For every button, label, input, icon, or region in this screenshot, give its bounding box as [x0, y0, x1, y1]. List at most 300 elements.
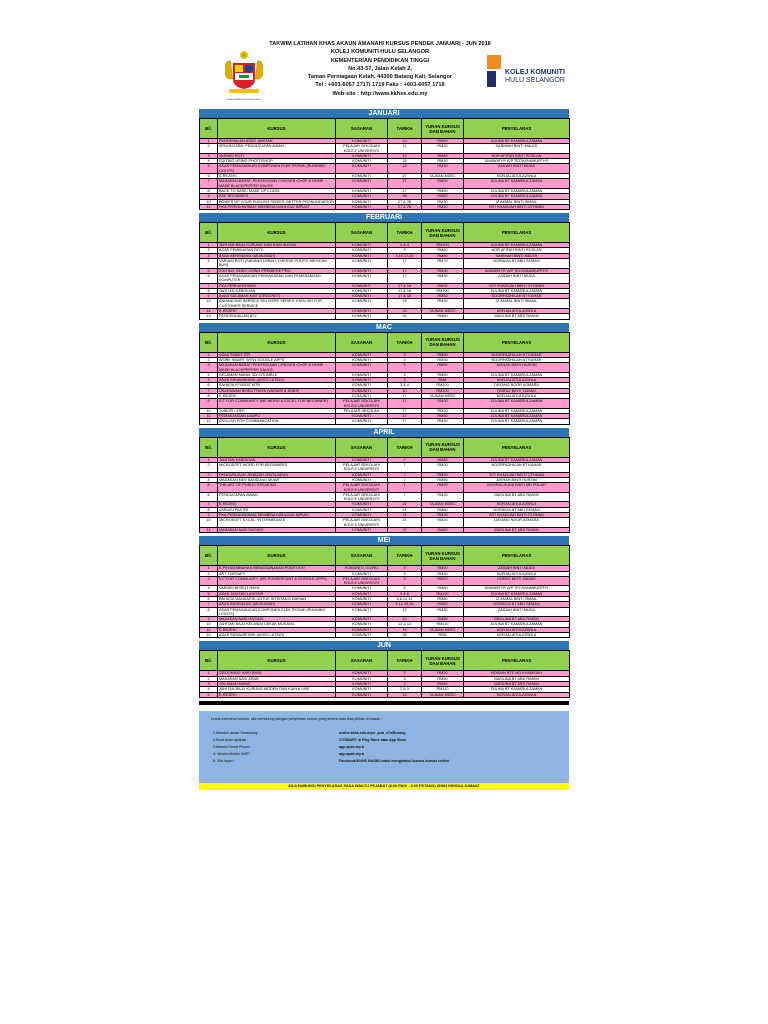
cell-tarikh: 10 [388, 388, 422, 393]
cell-tarikh: 11 [388, 144, 422, 154]
timetable-document [199, 27, 569, 790]
cell-tarikh: 17 [388, 393, 422, 398]
cell-kursus: MICROSOFT EXCEL: INTERMEDIATE [218, 518, 336, 528]
course-table [199, 545, 570, 638]
cell-bil: 4 [200, 687, 218, 692]
cell-penyelaras: ZAIDAH BINTI MUDA [464, 607, 570, 617]
cell-kursus: ENGLISH FOR COMMUNICATION [218, 419, 336, 424]
cell-penyelaras: ZULINA BT KAMARULZAMAN [464, 457, 570, 462]
cell-bil: 10 [200, 299, 218, 309]
cell-kursus: ASAS PEMASANGAN KOMPONEN ELEKTRONIK (RUNNING LIGHTS) [218, 607, 336, 617]
cell-sasaran: KOMUNITI [336, 692, 388, 697]
cell-tarikh: 3 [388, 681, 422, 686]
cell-penyelaras: NORJALIATULAZWILA [464, 633, 570, 638]
cell-kursus: VARIASI BISKUT RAYA [218, 586, 336, 591]
cell-yuran: RM80 [422, 597, 464, 602]
table-row [200, 419, 570, 424]
cell-bil: 10 [200, 622, 218, 627]
cell-tarikh: 3,10,17,24 [388, 253, 422, 258]
cell-bil: 2 [200, 144, 218, 154]
cell-yuran: RM30 [422, 159, 464, 164]
cell-tarikh: 7 [388, 457, 422, 462]
cell-kursus: PENGENALAN ASAS JAHITAN [218, 139, 336, 144]
cell-yuran: TAJAAN MDEC [422, 692, 464, 697]
cell-bil: 9 [200, 194, 218, 199]
cell-kursus: MASAKAN MEE BANDUNG MUAR [218, 477, 336, 482]
cell-penyelaras: NOORFADHILAH BT KAHAR [464, 357, 570, 362]
month-title: JANUARI [199, 109, 569, 118]
cell-tarikh: 5 [388, 586, 422, 591]
cell-kursus: MASAKAN NASI DAGING [218, 527, 336, 532]
cell-sasaran: KOMUNITI [336, 388, 388, 393]
cell-tarikh: 13 [388, 153, 422, 158]
cell-penyelaras: SITI KHADIJAH BINTI OTHMAN [464, 513, 570, 518]
cell-sasaran: KOMUNITI [336, 527, 388, 532]
cell-kursus: ASAS SENAMROBIK (AERO LATINO) [218, 633, 336, 638]
cell-penyelaras: MASLINA BT ABD RAHIM [464, 617, 570, 622]
cell-yuran: TAJAAN MDEC [422, 393, 464, 398]
cell-yuran: RM20 [422, 492, 464, 502]
cell-yuran: TAJAAN MDEC [422, 502, 464, 507]
office-hours-notice: SILA HUBUNGI PENYELARAS PADA WAKTU PEJABAT (8.00 PAGI - 5.00 PETANG) ISNIN HINGGA JUMAAT [199, 783, 569, 790]
cell-tarikh: 3 & 4 [388, 383, 422, 388]
cell-kursus: BAHASA ISYARAT MTB [218, 383, 336, 388]
channel-value[interactable]: online.kkhs.edu.my/e_pub_s7s/Borang [339, 730, 406, 735]
cell-kursus: JAHITAN KARDIGAN [218, 457, 336, 462]
cell-sasaran: KOMUNITI [336, 283, 388, 288]
cell-yuran: RM60 [422, 617, 464, 622]
cell-penyelaras: FAIRUZ BINTI ZAMAH [464, 576, 570, 586]
cell-yuran: RM30 [422, 419, 464, 424]
cell-kursus: MASAKAN NASI ARAB [218, 676, 336, 681]
column-header-bil: Bil. [200, 223, 218, 243]
cell-sasaran: KOMUNITI [336, 253, 388, 258]
cell-yuran: RM110 [422, 591, 464, 596]
table-row [200, 492, 570, 502]
cell-penyelaras: NORJALIATULAZWILA [464, 627, 570, 632]
cell-kursus: VARIASI ROTI (SARANG LEBAH, CHEESE PLAITS, MEXICAN BUN) [218, 259, 336, 269]
cell-bil: 2 [200, 357, 218, 362]
cell-penyelaras: NORAIDA BT ABU SEMAN [464, 602, 570, 607]
cell-penyelaras: SITI KHADIJAH BINTI OTHMAN [464, 472, 570, 477]
column-header-kursus: KURSUS [218, 437, 336, 457]
cell-sasaran: KOMUNITI [336, 607, 388, 617]
cell-penyelaras: UMAWATHY A/P TECHANAMURTHY [464, 268, 570, 273]
cell-tarikh: 3 [388, 363, 422, 373]
cell-penyelaras: UMAWATHY A/P TECHANAMURTHY [464, 586, 570, 591]
cell-kursus: ICT FOR COMMUNITY (MS WORD & EXCEL FOR BEGINNER) [218, 399, 336, 409]
table-row [200, 179, 570, 189]
cell-sasaran: KOMUNITI [336, 378, 388, 383]
column-header-kursus: KURSUS [218, 223, 336, 243]
cell-sasaran: KOMUNITI [336, 194, 388, 199]
cell-tarikh: 7 [388, 463, 422, 473]
cell-bil: 11 [200, 414, 218, 419]
cell-yuran: RM50 [422, 363, 464, 373]
cell-bil: 8 [200, 288, 218, 293]
cell-sasaran: KOMUNITI [336, 419, 388, 424]
cell-bil: 12 [200, 633, 218, 638]
cell-sasaran: KOMUNITI [336, 457, 388, 462]
cell-sasaran: KOMUNITI [336, 159, 388, 164]
cell-tarikh: 27 [388, 179, 422, 189]
cell-kursus: ASAS BERENANG (MUSLIMAH) [218, 253, 336, 258]
month-section-jun [199, 641, 569, 697]
table-row [200, 607, 570, 617]
cell-yuran: RM30 [422, 204, 464, 209]
cell-kursus: MASAKAN NASI DAGING [218, 617, 336, 622]
cell-kursus: ASAS SULAMAN KAIT (CROCHET) [218, 294, 336, 299]
cell-tarikh: 24 [388, 314, 422, 319]
cell-bil: 5 [200, 164, 218, 174]
cell-penyelaras: ZULINA BT KAMARULZAMAN [464, 288, 570, 293]
header-line: No.43-57, Jalan Kelah 2, [348, 65, 412, 72]
cell-kursus: KEK BROWNIES [218, 194, 336, 199]
cell-penyelaras: NORAIDA BT ABU SEMAN [464, 259, 570, 269]
channel-value[interactable]: app.apah.my.b [339, 751, 364, 756]
cell-sasaran: KOMUNITI [336, 179, 388, 189]
cell-kursus: EDITING USING PHOTOSHOP [218, 159, 336, 164]
cell-penyelaras: DAYANG NOOR ASMARA [464, 383, 570, 388]
cell-kursus: ASAS SENAMROBIK (AERO LATINO) [218, 378, 336, 383]
cell-tarikh: 24 [388, 309, 422, 314]
cell-yuran: TAJAAN MDEC [422, 174, 464, 179]
cell-penyelaras: NOR AFIFAH BINTI ROSLAN [464, 153, 570, 158]
cell-bil: 11 [200, 309, 218, 314]
cell-sasaran: KOMUNITI [336, 617, 388, 622]
cell-bil: 10 [200, 199, 218, 204]
cell-tarikh: 3 [388, 248, 422, 253]
cell-sasaran: KOMUNITI [336, 139, 388, 144]
cell-penyelaras: AISHAH BINTI HUSSIN [464, 363, 570, 373]
column-header-yuran: YURAN KURSUS DAN BAHAN [422, 332, 464, 352]
cell-bil: 3 [200, 253, 218, 258]
cell-tarikh: 17 & 18 [388, 283, 422, 288]
cell-bil: 11 [200, 204, 218, 209]
cell-sasaran: KOMUNITI [336, 586, 388, 591]
cell-yuran: RM30 [422, 607, 464, 617]
cell-kursus: E-REZEKI [218, 393, 336, 398]
cell-sasaran: PELAJAR SEKOLAH/ KOLEJ/ UNIVERSITI [336, 576, 388, 586]
cell-tarikh: 12 & 13 [388, 622, 422, 627]
column-header-penyelaras: PENYELARAS [464, 651, 570, 671]
cell-penyelaras: NORJALIATULAZWILA [464, 502, 570, 507]
cell-yuran: RM30 [422, 513, 464, 518]
column-header-sasaran: SASARAN [336, 332, 388, 352]
column-header-bil: Bil. [200, 546, 218, 566]
cell-bil: 1 [200, 457, 218, 462]
table-header-row [200, 437, 570, 457]
cell-sasaran: KOMUNITI [336, 363, 388, 373]
cell-bil: 6 [200, 492, 218, 502]
cell-tarikh: 15 [388, 159, 422, 164]
cell-bil: 2 [200, 676, 218, 681]
column-header-penyelaras: PENYELARAS [464, 437, 570, 457]
column-header-penyelaras: PENYELARAS [464, 223, 570, 243]
table-header-row [200, 119, 570, 139]
cell-penyelaras: ZULINA BT KAMARULZAMAN [464, 408, 570, 413]
cell-penyelaras: NOORULHUDA BINTI MD POLAH [464, 483, 570, 493]
cell-yuran: RM60 [422, 153, 464, 158]
cell-penyelaras: AISHAH BINTI HUSSIN [464, 477, 570, 482]
cell-yuran: RM20 [422, 566, 464, 571]
cell-tarikh: 3 [388, 352, 422, 357]
cell-yuran: RM100 [422, 388, 464, 393]
application-info [199, 711, 569, 783]
cell-kursus: EDITING VIDEO USING PREMIERE PRO [218, 268, 336, 273]
cell-penyelaras: IZ AKMAL BINTI ISMAIL [464, 299, 570, 309]
cell-sasaran: KOMUNITI [336, 676, 388, 681]
channel-value[interactable]: app.apah.my.b [339, 744, 364, 749]
channel-value[interactable]: CCSMART di Play Store atau App Store [339, 737, 407, 742]
column-header-bil: Bil. [200, 119, 218, 139]
cell-sasaran: KOMUNITI [336, 513, 388, 518]
cell-tarikh: 17 & 18 [388, 294, 422, 299]
cell-tarikh: 22 [388, 527, 422, 532]
cell-bil: 10 [200, 408, 218, 413]
cell-tarikh: 3 [388, 676, 422, 681]
cell-tarikh: 27 & 28 [388, 204, 422, 209]
header-text [247, 40, 513, 98]
cell-yuran: TAJAAN MDEC [422, 627, 464, 632]
column-header-tarikh: TARIKH [388, 119, 422, 139]
cell-bil: 9 [200, 513, 218, 518]
table-row [200, 518, 570, 528]
cell-kursus: THE ART OF PUBLIC SPEAKING [218, 483, 336, 493]
column-header-tarikh: TARIKH [388, 437, 422, 457]
cell-penyelaras: NORJALIATULAZWILA [464, 378, 570, 383]
table-row [200, 164, 570, 174]
cell-yuran: TAJAAN MDEC [422, 309, 464, 314]
cell-kursus: ASAS PEMASANGAN KOMPONEN ELEKTRONIK (RUNNING LIGHTS) [218, 164, 336, 174]
table-row [200, 576, 570, 586]
cell-kursus: ASAS PEMASANGAN PERKAKASAN DAN PEMASANGAN KOMPUTER [218, 273, 336, 283]
cell-penyelaras: ZULINA BT KAMARULZAMAN [464, 179, 570, 189]
month-title: MAC [199, 323, 569, 332]
cell-sasaran: KOMUNITI [336, 199, 388, 204]
channel-label: 2.Muat turun aplikasi : [213, 737, 249, 742]
cell-bil: 3 [200, 363, 218, 373]
cell-tarikh: 2 [388, 671, 422, 676]
cell-tarikh: 27 [388, 188, 422, 193]
cell-yuran: RM80 [422, 586, 464, 591]
cell-penyelaras: ZULINA BT KAMARULZAMAN [464, 414, 570, 419]
cell-penyelaras: IZ AKMAL BINTI ISMAIL [464, 597, 570, 602]
cell-sasaran: KOMUNITI [336, 309, 388, 314]
cell-kursus: PENGUCAPAN AWAM [218, 492, 336, 502]
cell-sasaran: KOMUNITI [336, 164, 388, 174]
header-line: Tel : +603-6057 1717/ 1719 Faks : +603-6057 1718 [315, 82, 445, 89]
cell-penyelaras: ZULINA BT KAMARULZAMAN [464, 622, 570, 627]
cell-kursus: PKA PERKAHWINAN: MEMBINA MAHLIGAI IMPIAN [218, 204, 336, 209]
cell-kursus: PKA PERKAHWINAN [218, 283, 336, 288]
cell-yuran: RM30 [422, 283, 464, 288]
cell-bil: 8 [200, 188, 218, 193]
column-header-kursus: KURSUS [218, 651, 336, 671]
course-table [199, 650, 570, 697]
cell-yuran: RM110 [422, 687, 464, 692]
cell-yuran: RM70 [422, 259, 464, 269]
column-header-sasaran: SASARAN [336, 651, 388, 671]
cell-bil: 1 [200, 671, 218, 676]
column-header-bil: Bil. [200, 437, 218, 457]
header-line: TAKWIM LATIHAN KHAS AKAUN AMANAH/ KURSUS PENDEK JANUARI - JUN 2018 [269, 41, 491, 47]
cell-kursus: JUNIOR CHEF [218, 408, 336, 413]
cell-penyelaras: ZAIDAH BINTI MUDA [464, 566, 570, 571]
cell-yuran: RM20 [422, 483, 464, 493]
cell-bil: 1 [200, 139, 218, 144]
month-sections [199, 109, 569, 698]
cell-kursus: MICROSOFT WORD FOR BEGINNERS [218, 463, 336, 473]
cell-kursus: E-REZEKI [218, 502, 336, 507]
cell-tarikh: 5 [388, 566, 422, 571]
month-section-februari [199, 213, 569, 319]
cell-tarikh: 21 [388, 518, 422, 528]
course-table [199, 332, 570, 425]
cell-sasaran: KOMUNITI [336, 153, 388, 158]
document-header [199, 27, 569, 109]
column-header-sasaran: SASARAN [336, 437, 388, 457]
cell-kursus: E-REZEKI [218, 692, 336, 697]
cell-sasaran: KOMUNITI [336, 472, 388, 477]
cell-yuran: RM5 [422, 378, 464, 383]
cell-yuran: RM80 [422, 507, 464, 512]
channel-value[interactable]: Facebook/KKHS RASMI untuk mengetahui kursus-kursus terkini [339, 758, 450, 763]
cell-penyelaras: NORAIDA BT ABU SEMAN [464, 507, 570, 512]
cell-kursus: PEMASANGAN LAMPU [218, 414, 336, 419]
cell-sasaran: KOMUNITI [336, 259, 388, 269]
channel-label: 5. Sila layari : [213, 758, 235, 763]
cell-penyelaras: SARIMAH BINTI MALEK [464, 144, 570, 154]
cell-sasaran: KOMUNITI [336, 633, 388, 638]
column-header-tarikh: TARIKH [388, 223, 422, 243]
column-header-kursus: KURSUS [218, 546, 336, 566]
cell-penyelaras: NOORFADHILAH BT KAHAR [464, 463, 570, 473]
header-line: KEMENTERIAN PENDIDIKAN TINGGI [330, 57, 430, 64]
cell-tarikh: 12 [388, 607, 422, 617]
cell-kursus: JAHITAN BAJU KELAWAI CEKAK MUSANG [218, 622, 336, 627]
cell-bil: 3 [200, 681, 218, 686]
cell-yuran: RM20 [422, 671, 464, 676]
cell-tarikh: 7 [388, 492, 422, 502]
cell-penyelaras: NORJALIATULAZWILA [464, 174, 570, 179]
cell-bil: 11 [200, 627, 218, 632]
cell-yuran: RM100 [422, 288, 464, 293]
column-header-yuran: YURAN KURSUS DAN BAHAN [422, 546, 464, 566]
cell-kursus: MASAKAN BARAT: PENYEDIAAN CHICKEN CHOP & HOME MADE BLACKPEPPER SAUCE [218, 363, 336, 373]
cell-yuran: RM100 [422, 383, 464, 388]
cell-penyelaras: SARIMAH BINTI MALEK [464, 253, 570, 258]
table-row [200, 463, 570, 473]
cell-sasaran: KOMUNITI [336, 477, 388, 482]
table-header-row [200, 332, 570, 352]
cell-yuran: RM50 [422, 352, 464, 357]
cell-sasaran: PELAJAR SEKOLAH [336, 408, 388, 413]
cell-kursus: PENGURUSAN JENAZAH (MUSLIMAH) [218, 472, 336, 477]
cell-tarikh: 21 [388, 507, 422, 512]
cell-yuran: RM80 [422, 294, 464, 299]
cell-sasaran: KOMUNITI [336, 273, 388, 283]
cell-bil: 4 [200, 586, 218, 591]
cell-yuran: RM100 [422, 243, 464, 248]
cell-sasaran: PELAJAR SEKOLAH/ KOLEJ/ UNIVERSITI [336, 492, 388, 502]
cell-yuran: RM30 [422, 299, 464, 309]
info-intro: Untuk memohon kursus, sila berhubung dengan penyelaras kursus yang tertera atau lihat pilihan di bawah : [211, 716, 383, 721]
cell-bil: 6 [200, 174, 218, 179]
cell-penyelaras: ZULINA BT KAMARULZAMAN [464, 399, 570, 409]
cell-sasaran: KOMUNITI [336, 174, 388, 179]
cell-bil: 9 [200, 399, 218, 409]
table-row [200, 483, 570, 493]
cell-bil: 3 [200, 472, 218, 477]
cell-bil: 1 [200, 566, 218, 571]
cell-sasaran: KOMUNITI [336, 681, 388, 686]
cell-tarikh: 16 [388, 692, 422, 697]
cell-sasaran: KOMUNITI [336, 248, 388, 253]
cell-sasaran: KOMUNITI [336, 188, 388, 193]
cell-bil: 8 [200, 607, 218, 617]
cell-bil: 7 [200, 179, 218, 189]
month-section-mei [199, 536, 569, 638]
cell-tarikh: 17 [388, 259, 422, 269]
cell-penyelaras: ZULINA BT KAMARULZAMAN [464, 139, 570, 144]
cell-tarikh: 17 [388, 268, 422, 273]
cell-tarikh: 28 [388, 194, 422, 199]
cell-sasaran: KOMUNITI [336, 622, 388, 627]
cell-yuran: RM50 [422, 139, 464, 144]
cell-kursus: MASAKAN BARAT: PENYEDIAAN CHICKEN CHOP & HOME MADE BLACKPEPPER SAUCE [218, 179, 336, 189]
cell-tarikh: 5 & 6 [388, 591, 422, 596]
cell-sasaran: KOMUNITI [336, 204, 388, 209]
cell-bil: 5 [200, 378, 218, 383]
course-table [199, 118, 570, 210]
cell-sasaran: KOMUNITI [336, 383, 388, 388]
cell-penyelaras: ZULINA BT KAMARULZAMAN [464, 419, 570, 424]
cell-bil: 9 [200, 617, 218, 622]
table-row [200, 273, 570, 283]
cell-kursus: ART THERAPY [218, 571, 336, 576]
cell-yuran: RM30 [422, 571, 464, 576]
cell-penyelaras: IZ AKMAL BINTI ISMAIL [464, 199, 570, 204]
column-header-tarikh: TARIKH [388, 332, 422, 352]
channel-label: 4. Melalui Mobile WAP : [213, 751, 251, 756]
cell-yuran: RM80 [422, 602, 464, 607]
cell-penyelaras: MASLINA BT ABD RAHIM [464, 492, 570, 502]
cell-sasaran: KOMUNITI [336, 243, 388, 248]
table-header-row [200, 223, 570, 243]
cell-sasaran: KOMUNITI [336, 294, 388, 299]
cell-sasaran: KOMUNITI [336, 597, 388, 602]
cell-tarikh: 17 [388, 273, 422, 283]
cell-tarikh: 12 [388, 617, 422, 622]
cell-kursus: BAHASA MANDARIN UNTUK INTERAKSI HARIAN [218, 597, 336, 602]
divider-bar [199, 701, 569, 705]
cell-tarikh: 3 [388, 357, 422, 362]
cell-sasaran: KOMUNITI [336, 414, 388, 419]
cell-kursus: JAHITAN BAJU KURUNG DAN KAIN SUSUN [218, 243, 336, 248]
cell-sasaran: KOMUNITI [336, 507, 388, 512]
column-header-penyelaras: PENYELARAS [464, 546, 570, 566]
column-header-sasaran: SASARAN [336, 223, 388, 243]
cell-kursus: GELAMAN MANIK 3D/ CRUMBLE [218, 372, 336, 377]
cell-bil: 1 [200, 243, 218, 248]
cell-kursus: ICT FOR COMMUNITY (MS POWERPOINT & GOOGLE APPS) [218, 576, 336, 586]
cell-penyelaras: NOORFADHILAH BT KAHAR [464, 294, 570, 299]
column-header-penyelaras: PENYELARAS [464, 332, 570, 352]
cell-bil: 6 [200, 273, 218, 283]
cell-penyelaras: NORAIN BTE MD KHAMSIAH [464, 671, 570, 676]
month-section-april [199, 428, 569, 533]
